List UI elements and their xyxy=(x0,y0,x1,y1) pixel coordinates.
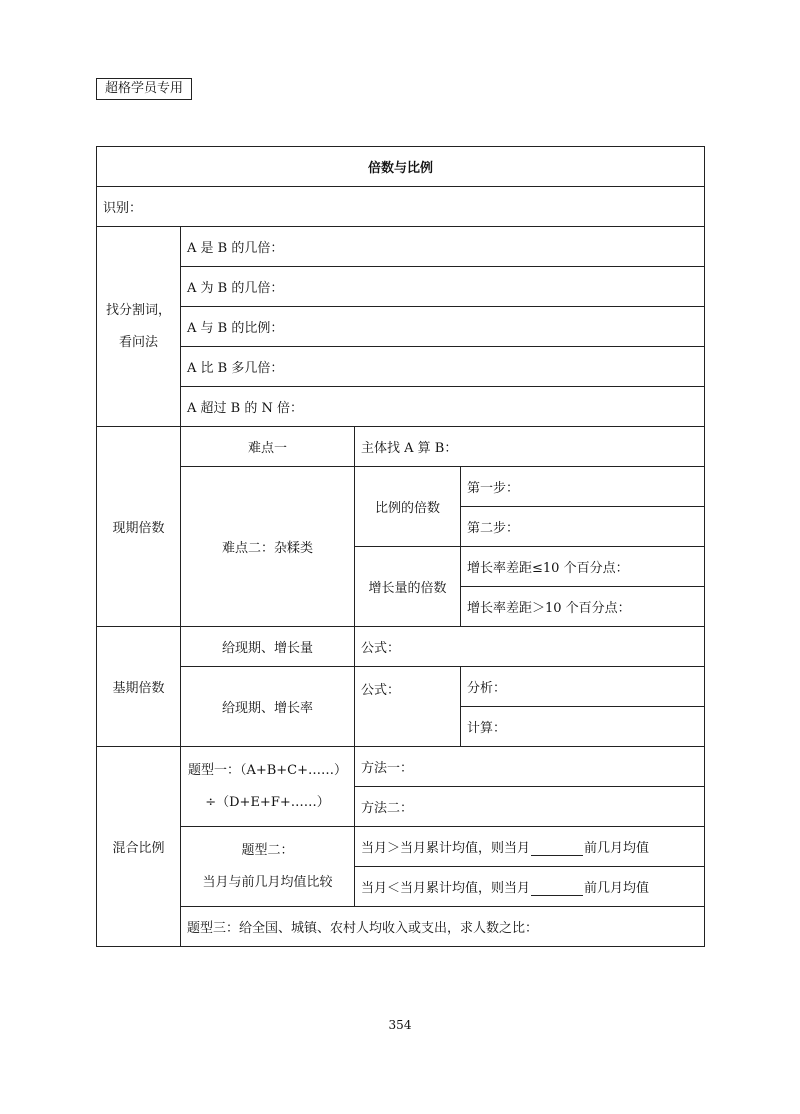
type-one-line1: 题型一：（A+B+C+……） xyxy=(187,762,348,778)
analysis: 分析： xyxy=(461,667,705,707)
question-row: A 与 B 的比例： xyxy=(181,307,705,347)
section-find-keywords-label xyxy=(97,227,181,427)
fill-blank xyxy=(531,883,583,896)
difficulty-two-label: 难点二：杂糅类 xyxy=(181,467,355,627)
calculation: 计算： xyxy=(461,707,705,747)
question-row: A 比 B 多几倍： xyxy=(181,347,705,387)
method-two: 方法二： xyxy=(355,787,705,827)
section-mixed-ratio-label: 混合比例 xyxy=(97,747,181,947)
compare-less-row: 当月＜当月累计均值，则当月 前几月均值 xyxy=(355,867,705,907)
multiple-ratio-table xyxy=(96,146,705,947)
compare-greater-row: 当月＞当月累计均值，则当月 前几月均值 xyxy=(355,827,705,867)
formula-one: 公式： xyxy=(355,627,705,667)
type-three: 题型三：给全国、城镇、农村人均收入或支出，求人数之比： xyxy=(181,907,705,947)
growth-rate-gt-10: 增长率差距＞10 个百分点： xyxy=(461,587,705,627)
formula-two: 公式： xyxy=(355,667,461,747)
identify-row: 识别： xyxy=(97,187,705,227)
growth-multiple-label: 增长量的倍数 xyxy=(355,547,461,627)
ratio-multiple-label: 比例的倍数 xyxy=(355,467,461,547)
type-two-line1: 题型二： xyxy=(241,842,294,858)
step-two: 第二步： xyxy=(461,507,705,547)
type-one-line2: ÷（D+E+F+……） xyxy=(205,794,330,810)
section-find-keywords-line2: 看问法 xyxy=(118,334,158,350)
given-current-growth-rate: 给现期、增长率 xyxy=(181,667,355,747)
difficulty-one-label: 难点一 xyxy=(181,427,355,467)
question-row: A 是 B 的几倍： xyxy=(181,227,705,267)
page-number: 354 xyxy=(388,1018,412,1032)
section-current-multiple-label: 现期倍数 xyxy=(97,427,181,627)
section-find-keywords-line1: 找分割词， xyxy=(105,302,171,318)
fill-blank xyxy=(531,843,583,856)
table-title: 倍数与比例 xyxy=(97,147,705,187)
type-two-line2: 当月与前几月均值比较 xyxy=(202,874,333,890)
section-base-multiple-label: 基期倍数 xyxy=(97,627,181,747)
given-current-growth-amount: 给现期、增长量 xyxy=(181,627,355,667)
step-one: 第一步： xyxy=(461,467,705,507)
type-one-label xyxy=(181,747,355,827)
method-one: 方法一： xyxy=(355,747,705,787)
question-row: A 超过 B 的 N 倍： xyxy=(181,387,705,427)
type-two-label xyxy=(181,827,355,907)
question-row: A 为 B 的几倍： xyxy=(181,267,705,307)
difficulty-one-content: 主体找 A 算 B： xyxy=(355,427,705,467)
member-only-tag: 超格学员专用 xyxy=(96,78,192,100)
growth-rate-le-10: 增长率差距≤10 个百分点： xyxy=(461,547,705,587)
